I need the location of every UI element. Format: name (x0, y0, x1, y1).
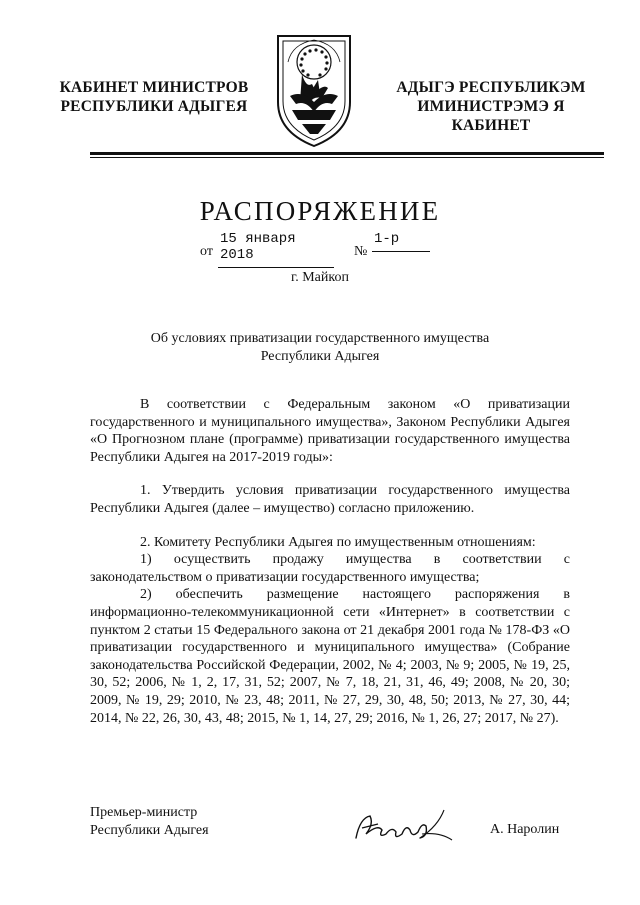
item-2-2-paragraph: 2) обеспечить размещение настоящего распоряжения в информационно-телекоммуникационной сети «Интернет» в соответствии с пунктом 2 статьи 15 Федерального закона от 21 декабря 2001 года № 178-ФЗ «О приватизации государственного и муниципального имущества» (Собрание законодательства Российской Федерации, 2002, № 4; 2003, № 9; 2005, № 19, 25, 30, 52; 2006, № 1, 2, 17, 31, 52; 2007, № 7, 18, 21, 31, 46, 49; 2008, № 20, 30; 2009, № 19, 29; 2010, № 23, 48; 2011, № 27, 29, 30, 48, 50; 2013, № 27, 30, 44; 2014, № 22, 26, 30, 43, 48; 2015, № 1, 14, 27, 29; 2016, № 1, 26, 27; 2017, № 27). (90, 587, 570, 726)
header-right-line1: АДЫГЭ РЕСПУБЛИКЭМ (396, 79, 586, 96)
document-body (90, 396, 570, 727)
header-left (58, 78, 250, 116)
header-divider-thin (90, 157, 604, 158)
subject-line1: Об условиях приватизации государственного имущества (150, 331, 490, 346)
document-type: РАСПОРЯЖЕНИЕ (199, 196, 441, 226)
city: г. Майкоп (291, 270, 349, 285)
item-2-1-paragraph: 1) осуществить продажу имущества в соответствии с законодательством о приватизации государственного имущества; (90, 552, 570, 585)
subject-line2: Республики Адыгея (260, 349, 380, 364)
header-left-line1: КАБИНЕТ МИНИСТРОВ (59, 79, 249, 96)
coat-of-arms-icon (272, 32, 356, 150)
date-number-line (0, 230, 640, 264)
header-right-line2: ИМИНИСТРЭМЭ Я КАБИНЕТ (417, 98, 565, 134)
date-prefix: от (200, 244, 213, 259)
document-number: 1-р (372, 231, 430, 252)
header-right (378, 78, 604, 135)
item-1-paragraph: 1. Утвердить условия приватизации государственного имущества Республики Адыгея (далее – имущество) согласно приложению. (90, 483, 570, 516)
signatory-title-line1: Премьер-министр (90, 805, 198, 820)
signatory-name: А. Наролин (490, 822, 560, 837)
preamble-paragraph: В соответствии с Федеральным законом «О приватизации государственного и муниципального имущества», Законом Республики Адыгея «О Прогнозном плане (программе) приватизации государственного имущества Республики Адыгея на 2017-2019 годы»: (90, 397, 570, 465)
number-prefix: № (354, 244, 368, 259)
header-left-line2: РЕСПУБЛИКИ АДЫГЕЯ (60, 98, 248, 115)
signatory-title (90, 804, 209, 840)
handwritten-signature-icon (348, 804, 458, 850)
signatory-title-line2: Республики Адыгея (90, 823, 209, 838)
item-2-paragraph: 2. Комитету Республики Адыгея по имущественным отношениям: (140, 534, 536, 550)
document-subject (120, 330, 520, 366)
header-divider-thick (90, 152, 604, 155)
document-date: 15 января 2018 (218, 231, 334, 268)
